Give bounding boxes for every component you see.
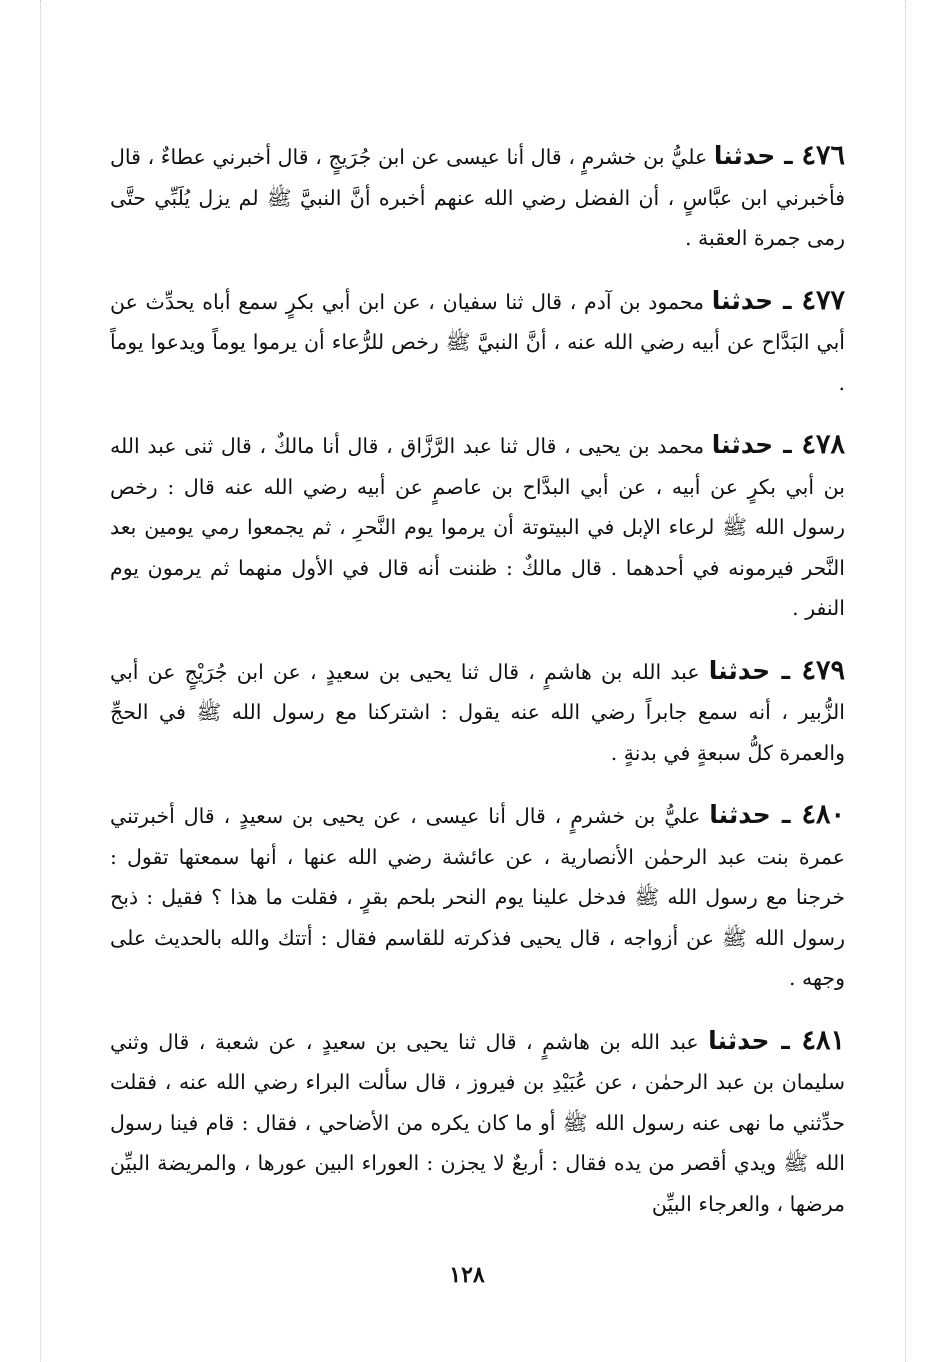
hadith-number: ٤٧٨	[801, 429, 845, 460]
hadith-476: ٤٧٦ ـ حدثنا عليُّ بن خشرمٍ ، قال أنا عيسى عن ابن جُرَيجٍ ، قال أخبرني عطاءٌ ، قال فأخبرني ابن عبَّاسٍ ، أن الفضل رضي الله عنهم أخبره أنَّ النبيَّ ﷺ لم يزل يُلَبِّي حتَّى رمى جمرة العقبة .	[110, 140, 845, 250]
scan-edge-left	[40, 0, 41, 1362]
hadith-text: محمد بن يحيى ، قال ثنا عبد الرَّزَّاق ، قال أنا مالكٌ ، قال ثنى عبد الله بن أبي بكرٍ عن أبيه ، عن أبي البدَّاح بن عاصمٍ عن أبيه رضي الله عنه قال : رخص رسول الله ﷺ لرعاء الإبل في البيتوتة أن يرموا يوم النَّحرِ ، ثم يجمعوا رمي يومين بعد النَّحر فيرمونه في أحدهما . قال مالكٌ : ظننت أنه قال في الأول منهما ثم يرمون يوم النفر .	[110, 434, 845, 620]
hadith-intro: حدثنا	[713, 141, 776, 170]
scan-edge-right	[905, 0, 906, 1362]
hadith-number: ٤٧٦	[801, 140, 845, 171]
hadith-number: ٤٧٧	[801, 284, 845, 316]
hadith-text: عبد الله بن هاشمٍ ، قال ثنا يحيى بن سعيدٍ ، عن ابن جُرَيْجٍ عن أبي الزُّبير ، أنه سمع جابراً رضي الله عنه يقول : اشتركنا مع رسول الله ﷺ في الحجِّ والعمرة كلُّ سبعةٍ في بدنةٍ .	[110, 659, 845, 765]
hadith-number: ٤٧٩	[801, 654, 845, 686]
page-number: ١٢٨	[449, 1262, 485, 1288]
hadith-478: ٤٧٨ ـ حدثنا محمد بن يحيى ، قال ثنا عبد الرَّزَّاق ، قال أنا مالكٌ ، قال ثنى عبد الله بن أبي بكرٍ عن أبيه ، عن أبي البدَّاح بن عاصمٍ عن أبيه رضي الله عنه قال : رخص رسول الله ﷺ لرعاء الإبل في البيتوتة أن يرموا يوم النَّحرِ ، ثم يجمعوا رمي يومين بعد النَّحر فيرمونه في أحدهما . قال مالكٌ : ظننت أنه قال في الأول منهما ثم يرمون يوم النفر .	[110, 429, 845, 620]
hadith-text: عليُّ بن خشرمٍ ، قال أنا عيسى ، عن يحيى بن سعيدٍ ، قال أخبرتني عمرة بنت عبد الرحمٰن الأنصارية ، عن عائشة رضي الله عنها ، أنها سمعتها تقول : خرجنا مع رسول الله ﷺ فدخل علينا يوم النحر بلحم بقرٍ ، فقلت ما هذا ؟ فقيل : ذبح رسول الله ﷺ عن أزواجه ، قال يحيى فذكرته للقاسم فقال : أتتك والله بالحديث على وجهه .	[110, 804, 845, 990]
hadith-intro: حدثنا	[709, 800, 771, 829]
hadith-number: ٤٨١	[801, 1024, 845, 1056]
hadith-intro: حدثنا	[708, 1025, 770, 1055]
hadith-481: ٤٨١ ـ حدثنا عبد الله بن هاشمٍ ، قال ثنا يحيى بن سعيدٍ ، عن شعبة ، قال وثني سليمان بن عبد الرحمٰن ، عن عُبَيْدِ بن فيروز ، قال سألت البراء رضي الله عنه ، فقلت حدِّثني ما نهى عنه رسول الله ﷺ أو ما كان يكره من الأضاحي ، فقال : قام فينا رسول الله ﷺ ويدي أقصر من يده فقال : أربعٌ لا يجزن : العوراء البين عورها ، والمريضة البيِّن مرضها ، والعرجاء البيِّن	[110, 1024, 845, 1216]
hadith-477: ٤٧٧ ـ حدثنا محمود بن آدم ، قال ثنا سفيان ، عن ابن أبي بكرٍ سمع أباه يحدِّث عن أبي البَدَّاح عن أبيه رضي الله عنه ، أنَّ النبيَّ ﷺ رخص للرُّعاء أن يرموا يوماً ويدعوا يوماً .	[110, 284, 845, 395]
hadith-text: محمود بن آدم ، قال ثنا سفيان ، عن ابن أبي بكرٍ سمع أباه يحدِّث عن أبي البَدَّاح عن أبيه رضي الله عنه ، أنَّ النبيَّ ﷺ رخص للرُّعاء أن يرموا يوماً ويدعوا يوماً .	[110, 289, 845, 395]
hadith-479: ٤٧٩ ـ حدثنا عبد الله بن هاشمٍ ، قال ثنا يحيى بن سعيدٍ ، عن ابن جُرَيْجٍ عن أبي الزُّبير ، أنه سمع جابراً رضي الله عنه يقول : اشتركنا مع رسول الله ﷺ في الحجِّ والعمرة كلُّ سبعةٍ في بدنةٍ .	[110, 654, 845, 765]
hadith-intro: حدثنا	[708, 655, 771, 685]
hadith-intro: حدثنا	[711, 285, 774, 315]
hadith-text: عليُّ بن خشرمٍ ، قال أنا عيسى عن ابن جُرَيجٍ ، قال أخبرني عطاءٌ ، قال فأخبرني ابن عبَّاسٍ ، أن الفضل رضي الله عنهم أخبره أنَّ النبيَّ ﷺ لم يزل يُلَبِّي حتَّى رمى جمرة العقبة .	[110, 145, 845, 250]
hadith-list	[110, 136, 845, 1246]
hadith-text: عبد الله بن هاشمٍ ، قال ثنا يحيى بن سعيدٍ ، عن شعبة ، قال وثني سليمان بن عبد الرحمٰن ، عن عُبَيْدِ بن فيروز ، قال سألت البراء رضي الله عنه ، فقلت حدِّثني ما نهى عنه رسول الله ﷺ أو ما كان يكره من الأضاحي ، فقال : قام فينا رسول الله ﷺ ويدي أقصر من يده فقال : أربعٌ لا يجزن : العوراء البين عورها ، والمريضة البيِّن مرضها ، والعرجاء البيِّن	[110, 1029, 845, 1216]
hadith-480: ٤٨٠ ـ حدثنا عليُّ بن خشرمٍ ، قال أنا عيسى ، عن يحيى بن سعيدٍ ، قال أخبرتني عمرة بنت عبد الرحمٰن الأنصارية ، عن عائشة رضي الله عنها ، أنها سمعتها تقول : خرجنا مع رسول الله ﷺ فدخل علينا يوم النحر بلحم بقرٍ ، فقلت ما هذا ؟ فقيل : ذبح رسول الله ﷺ عن أزواجه ، قال يحيى فذكرته للقاسم فقال : أتتك والله بالحديث على وجهه .	[110, 799, 845, 990]
hadith-intro: حدثنا	[711, 430, 774, 459]
hadith-number: ٤٨٠	[801, 799, 845, 830]
